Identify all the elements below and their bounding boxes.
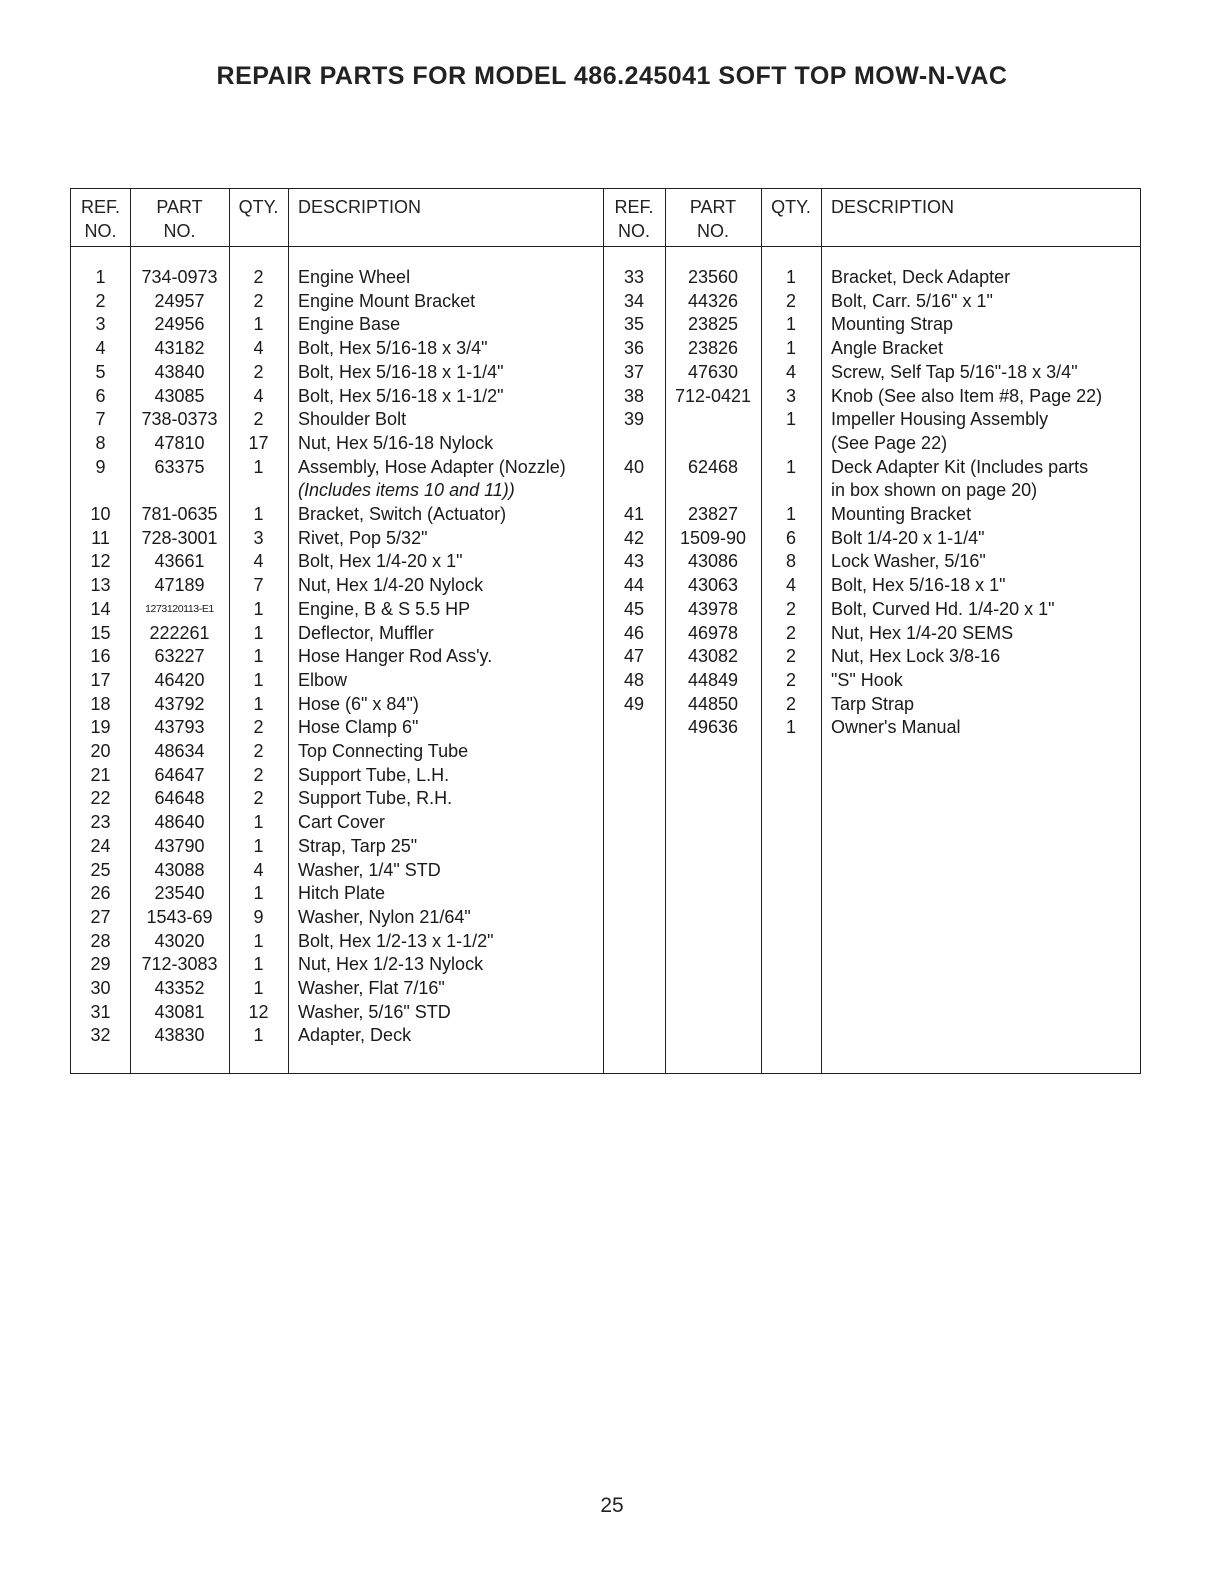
- header-ref-left: REF. NO.: [80, 197, 120, 241]
- header-divider: [71, 246, 1140, 247]
- part-number-cell: 23827: [687, 504, 739, 524]
- ref-cell: 36: [623, 338, 645, 359]
- part-number-cell: 43978: [687, 598, 739, 619]
- quantity-cell: 1: [253, 812, 264, 833]
- part-number-cell: 712-0421: [674, 385, 752, 406]
- table-row: [71, 906, 1140, 930]
- description-cell: Bolt 1/4-20 x 1-1/4": [831, 527, 985, 548]
- header-description-left: DESCRIPTION: [298, 197, 422, 217]
- quantity-cell: 1: [253, 930, 264, 951]
- description-cell: Deflector, Muffler: [298, 622, 434, 643]
- part-number-cell: 734-0973: [141, 267, 218, 287]
- description-cell: Shoulder Bolt: [298, 409, 407, 430]
- quantity-cell: 2: [253, 267, 264, 287]
- ref-cell: 33: [623, 267, 645, 287]
- quantity-cell: 1: [785, 409, 796, 430]
- description-cell: Bolt, Curved Hd. 1/4-20 x 1": [831, 598, 1055, 619]
- parts-table: [70, 188, 1141, 1074]
- part-number-cell: 1273120113-E1: [145, 602, 214, 615]
- part-number-cell: 64648: [154, 788, 205, 809]
- description-cell: Bolt, Carr. 5/16" x 1": [831, 290, 993, 311]
- ref-cell: 27: [90, 906, 111, 927]
- description-cell: Washer, Flat 7/16": [298, 978, 445, 998]
- part-number-cell: 44849: [687, 669, 739, 690]
- ref-cell: 37: [623, 361, 645, 382]
- ref-cell: 45: [623, 598, 645, 619]
- quantity-cell: 2: [785, 598, 796, 619]
- description-cell: Owner's Manual: [831, 717, 961, 738]
- part-number-cell: 44326: [687, 290, 739, 311]
- quantity-cell: 2: [253, 717, 264, 738]
- quantity-cell: 3: [253, 527, 264, 548]
- ref-cell: 1: [95, 267, 106, 287]
- table-row: [71, 811, 1140, 835]
- ref-cell: 10: [90, 504, 111, 524]
- ref-cell: 32: [90, 1025, 111, 1046]
- table-row: [71, 361, 1140, 385]
- table-row: [71, 740, 1140, 764]
- table-row: [71, 408, 1140, 432]
- quantity-cell: 2: [785, 693, 796, 714]
- table-row: [71, 527, 1140, 551]
- table-row: [71, 645, 1140, 669]
- quantity-cell: 2: [253, 361, 264, 382]
- part-number-cell: 43840: [154, 361, 205, 382]
- page-title: REPAIR PARTS FOR MODEL 486.245041 SOFT TOP MOW-N-VAC: [216, 62, 1008, 90]
- quantity-cell: 1: [253, 504, 264, 524]
- table-row: [71, 313, 1140, 337]
- ref-cell: 46: [623, 622, 645, 643]
- quantity-cell: 2: [253, 764, 264, 785]
- part-number-cell: 43020: [154, 930, 205, 951]
- quantity-cell: 4: [785, 575, 796, 596]
- ref-cell: 38: [623, 385, 645, 406]
- quantity-cell: 12: [248, 1001, 269, 1022]
- part-number-cell: 43793: [154, 717, 205, 738]
- quantity-cell: 2: [253, 409, 264, 430]
- part-number-cell: 44850: [687, 693, 739, 714]
- part-number-cell: 62468: [687, 456, 739, 477]
- table-row: [71, 835, 1140, 859]
- description-cell: Engine Wheel: [298, 267, 411, 287]
- quantity-cell: 2: [253, 788, 264, 809]
- description-cell: Tarp Strap: [831, 693, 915, 714]
- page-number: 25: [600, 1494, 624, 1517]
- quantity-cell: 3: [785, 385, 796, 406]
- table-row: [71, 479, 1140, 503]
- ref-cell: 26: [90, 883, 111, 904]
- description-cell: Hose Hanger Rod Ass'y.: [298, 646, 493, 667]
- description-cell: Bolt, Hex 5/16-18 x 1-1/4": [298, 361, 504, 382]
- ref-cell: 15: [90, 622, 111, 643]
- table-row: [71, 574, 1140, 598]
- table-row: [71, 693, 1140, 717]
- header-qty-left: QTY.: [238, 197, 279, 217]
- part-number-cell: 222261: [149, 622, 210, 643]
- ref-cell: 30: [90, 978, 111, 998]
- quantity-cell: 1: [253, 314, 264, 335]
- part-number-cell: 63375: [154, 456, 205, 477]
- description-cell: Deck Adapter Kit (Includes parts: [831, 456, 1089, 477]
- table-row: [71, 716, 1140, 740]
- quantity-cell: 1: [253, 978, 264, 998]
- description-cell: Angle Bracket: [831, 338, 944, 359]
- table-row: [71, 953, 1140, 977]
- description-cell: Lock Washer, 5/16": [831, 551, 986, 572]
- quantity-cell: 4: [253, 859, 264, 880]
- quantity-cell: 2: [785, 669, 796, 690]
- description-cell: (See Page 22): [831, 432, 948, 453]
- quantity-cell: 9: [253, 906, 264, 927]
- ref-cell: 43: [623, 551, 645, 572]
- ref-cell: 49: [623, 693, 645, 714]
- ref-cell: 24: [90, 835, 111, 856]
- quantity-cell: 17: [248, 432, 269, 453]
- table-row: [71, 290, 1140, 314]
- description-cell: Adapter, Deck: [298, 1025, 412, 1046]
- ref-cell: 13: [90, 575, 111, 596]
- description-cell: Support Tube, R.H.: [298, 788, 453, 809]
- part-number-cell: 48640: [154, 812, 205, 833]
- description-cell: (Includes items 10 and 11)): [298, 480, 515, 501]
- table-row: [71, 859, 1140, 883]
- quantity-cell: 1: [253, 693, 264, 714]
- ref-cell: 22: [90, 788, 111, 809]
- description-cell: Impeller Housing Assembly: [831, 409, 1049, 430]
- ref-cell: 3: [95, 314, 106, 335]
- part-number-cell: 43082: [687, 646, 739, 667]
- table-row: [71, 622, 1140, 646]
- quantity-cell: 1: [253, 456, 264, 477]
- part-number-cell: 46420: [154, 669, 205, 690]
- description-cell: Washer, 1/4" STD: [298, 859, 441, 880]
- ref-cell: 9: [95, 456, 106, 477]
- header-description-right: DESCRIPTION: [831, 197, 955, 217]
- description-cell: Screw, Self Tap 5/16"-18 x 3/4": [831, 361, 1078, 382]
- table-row: [71, 1001, 1140, 1025]
- ref-cell: 18: [90, 693, 111, 714]
- description-cell: Rivet, Pop 5/32": [298, 527, 428, 548]
- table-row: [71, 669, 1140, 693]
- description-cell: Bolt, Hex 1/4-20 x 1": [298, 551, 463, 572]
- part-number-cell: 23826: [687, 338, 739, 359]
- description-cell: Engine Mount Bracket: [298, 290, 476, 311]
- quantity-cell: 1: [253, 1025, 264, 1046]
- quantity-cell: 1: [253, 646, 264, 667]
- header-part-left: PART NO.: [156, 197, 203, 241]
- ref-cell: 17: [90, 669, 111, 690]
- part-number-cell: 24957: [154, 290, 205, 311]
- table-row: [71, 930, 1140, 954]
- quantity-cell: 1: [253, 622, 264, 643]
- quantity-cell: 2: [785, 646, 796, 667]
- ref-cell: 2: [95, 290, 106, 311]
- table-row: [71, 503, 1140, 527]
- description-cell: Knob (See also Item #8, Page 22): [831, 385, 1103, 406]
- part-number-cell: 712-3083: [141, 954, 218, 975]
- description-cell: Cart Cover: [298, 812, 386, 833]
- table-row: [71, 337, 1140, 361]
- quantity-cell: 1: [253, 598, 264, 619]
- description-cell: Nut, Hex 1/4-20 Nylock: [298, 575, 484, 596]
- part-number-cell: 47630: [687, 361, 739, 382]
- quantity-cell: 1: [253, 954, 264, 975]
- description-cell: Bolt, Hex 5/16-18 x 1-1/2": [298, 385, 504, 406]
- part-number-cell: 47189: [154, 575, 205, 596]
- ref-cell: 11: [91, 527, 110, 548]
- part-number-cell: 46978: [687, 622, 739, 643]
- ref-cell: 42: [623, 527, 645, 548]
- ref-cell: 4: [95, 338, 106, 359]
- part-number-cell: 43086: [687, 551, 739, 572]
- ref-cell: 5: [95, 361, 106, 382]
- part-number-cell: 728-3001: [141, 527, 218, 548]
- ref-cell: 20: [90, 741, 111, 761]
- table-row: [71, 456, 1140, 480]
- quantity-cell: 2: [253, 290, 264, 311]
- ref-cell: 41: [623, 504, 645, 524]
- table-row: [71, 550, 1140, 574]
- header-part-right: PART NO.: [689, 197, 737, 241]
- quantity-cell: 1: [785, 504, 796, 524]
- part-number-cell: 43830: [154, 1025, 205, 1046]
- description-cell: Elbow: [298, 669, 348, 690]
- part-number-cell: 43088: [154, 859, 205, 880]
- part-number-cell: 64647: [154, 764, 205, 785]
- table-row: [71, 385, 1140, 409]
- ref-cell: 6: [95, 385, 106, 406]
- description-cell: Bracket, Deck Adapter: [831, 267, 1011, 287]
- description-cell: Engine Base: [298, 314, 401, 335]
- table-row: [71, 598, 1140, 622]
- quantity-cell: 1: [785, 338, 796, 359]
- description-cell: Washer, Nylon 21/64": [298, 906, 471, 927]
- ref-cell: 28: [90, 930, 111, 951]
- table-row: [71, 764, 1140, 788]
- quantity-cell: 4: [253, 551, 264, 572]
- part-number-cell: 63227: [154, 646, 205, 667]
- quantity-cell: 1: [785, 267, 796, 287]
- table-row: [71, 432, 1140, 456]
- description-cell: Nut, Hex 5/16-18 Nylock: [298, 432, 494, 453]
- ref-cell: 29: [90, 954, 111, 975]
- ref-cell: 25: [90, 859, 111, 880]
- description-cell: Hose (6" x 84"): [298, 693, 419, 714]
- description-cell: Bracket, Switch (Actuator): [298, 504, 507, 524]
- description-cell: in box shown on page 20): [831, 480, 1038, 501]
- description-cell: "S" Hook: [831, 669, 903, 690]
- description-cell: Bolt, Hex 5/16-18 x 1": [831, 575, 1006, 596]
- ref-cell: 34: [623, 290, 645, 311]
- ref-cell: 19: [90, 717, 111, 738]
- ref-cell: 39: [623, 409, 645, 430]
- quantity-cell: 4: [253, 338, 264, 359]
- description-cell: Bolt, Hex 5/16-18 x 3/4": [298, 338, 488, 359]
- part-number-cell: 43182: [154, 338, 205, 359]
- quantity-cell: 4: [253, 385, 264, 406]
- part-number-cell: 43352: [154, 978, 205, 998]
- ref-cell: 16: [90, 646, 111, 667]
- ref-cell: 12: [90, 551, 111, 572]
- part-number-cell: 23825: [687, 314, 739, 335]
- quantity-cell: 1: [785, 717, 796, 738]
- ref-cell: 23: [90, 812, 111, 833]
- ref-cell: 48: [623, 669, 645, 690]
- table-row: [71, 266, 1140, 290]
- quantity-cell: 2: [785, 290, 796, 311]
- quantity-cell: 2: [253, 741, 264, 761]
- quantity-cell: 4: [785, 361, 796, 382]
- table-row: [71, 1024, 1140, 1048]
- part-number-cell: 48634: [154, 741, 205, 761]
- description-cell: Nut, Hex 1/4-20 SEMS: [831, 622, 1014, 643]
- description-cell: Engine, B & S 5.5 HP: [298, 598, 471, 619]
- part-number-cell: 43081: [154, 1001, 205, 1022]
- quantity-cell: 1: [785, 314, 796, 335]
- description-cell: Support Tube, L.H.: [298, 764, 450, 785]
- description-cell: Hose Clamp 6": [298, 717, 419, 738]
- quantity-cell: 7: [253, 575, 264, 596]
- part-number-cell: 47810: [154, 432, 205, 453]
- quantity-cell: 6: [785, 527, 796, 548]
- description-cell: Assembly, Hose Adapter (Nozzle): [298, 456, 566, 477]
- part-number-cell: 43085: [154, 385, 205, 406]
- description-cell: Mounting Bracket: [831, 504, 972, 524]
- quantity-cell: 1: [785, 456, 796, 477]
- header-ref-right: REF. NO.: [614, 197, 654, 241]
- ref-cell: 21: [90, 764, 111, 785]
- description-cell: Bolt, Hex 1/2-13 x 1-1/2": [298, 930, 494, 951]
- ref-cell: 47: [623, 646, 645, 667]
- ref-cell: 7: [95, 409, 106, 430]
- description-cell: Top Connecting Tube: [298, 741, 469, 761]
- part-number-cell: 24956: [154, 314, 205, 335]
- description-cell: Strap, Tarp 25": [298, 835, 418, 856]
- quantity-cell: 1: [253, 883, 264, 904]
- part-number-cell: 43790: [154, 835, 205, 856]
- part-number-cell: 23560: [687, 267, 739, 287]
- part-number-cell: 43661: [154, 551, 205, 572]
- description-cell: Washer, 5/16" STD: [298, 1001, 451, 1022]
- part-number-cell: 49636: [687, 717, 739, 738]
- part-number-cell: 1509-90: [679, 527, 747, 548]
- description-cell: Hitch Plate: [298, 883, 386, 904]
- table-row: [71, 787, 1140, 811]
- quantity-cell: 1: [253, 835, 264, 856]
- description-cell: Nut, Hex Lock 3/8-16: [831, 646, 1001, 667]
- header-qty-right: QTY.: [771, 197, 811, 217]
- ref-cell: 35: [623, 314, 645, 335]
- quantity-cell: 1: [253, 669, 264, 690]
- ref-cell: 14: [90, 598, 111, 619]
- part-number-cell: 23540: [154, 883, 205, 904]
- ref-cell: 44: [623, 575, 645, 596]
- table-row: [71, 882, 1140, 906]
- ref-cell: 40: [623, 456, 645, 477]
- description-cell: Mounting Strap: [831, 314, 954, 335]
- part-number-cell: 1543-69: [146, 906, 213, 927]
- quantity-cell: 2: [785, 622, 796, 643]
- part-number-cell: 781-0635: [141, 504, 218, 524]
- description-cell: Nut, Hex 1/2-13 Nylock: [298, 954, 484, 975]
- ref-cell: 8: [95, 432, 106, 453]
- ref-cell: 31: [90, 1001, 111, 1022]
- part-number-cell: 43063: [687, 575, 739, 596]
- quantity-cell: 8: [785, 551, 796, 572]
- table-row: [71, 977, 1140, 1001]
- part-number-cell: 738-0373: [141, 409, 218, 430]
- part-number-cell: 43792: [154, 693, 205, 714]
